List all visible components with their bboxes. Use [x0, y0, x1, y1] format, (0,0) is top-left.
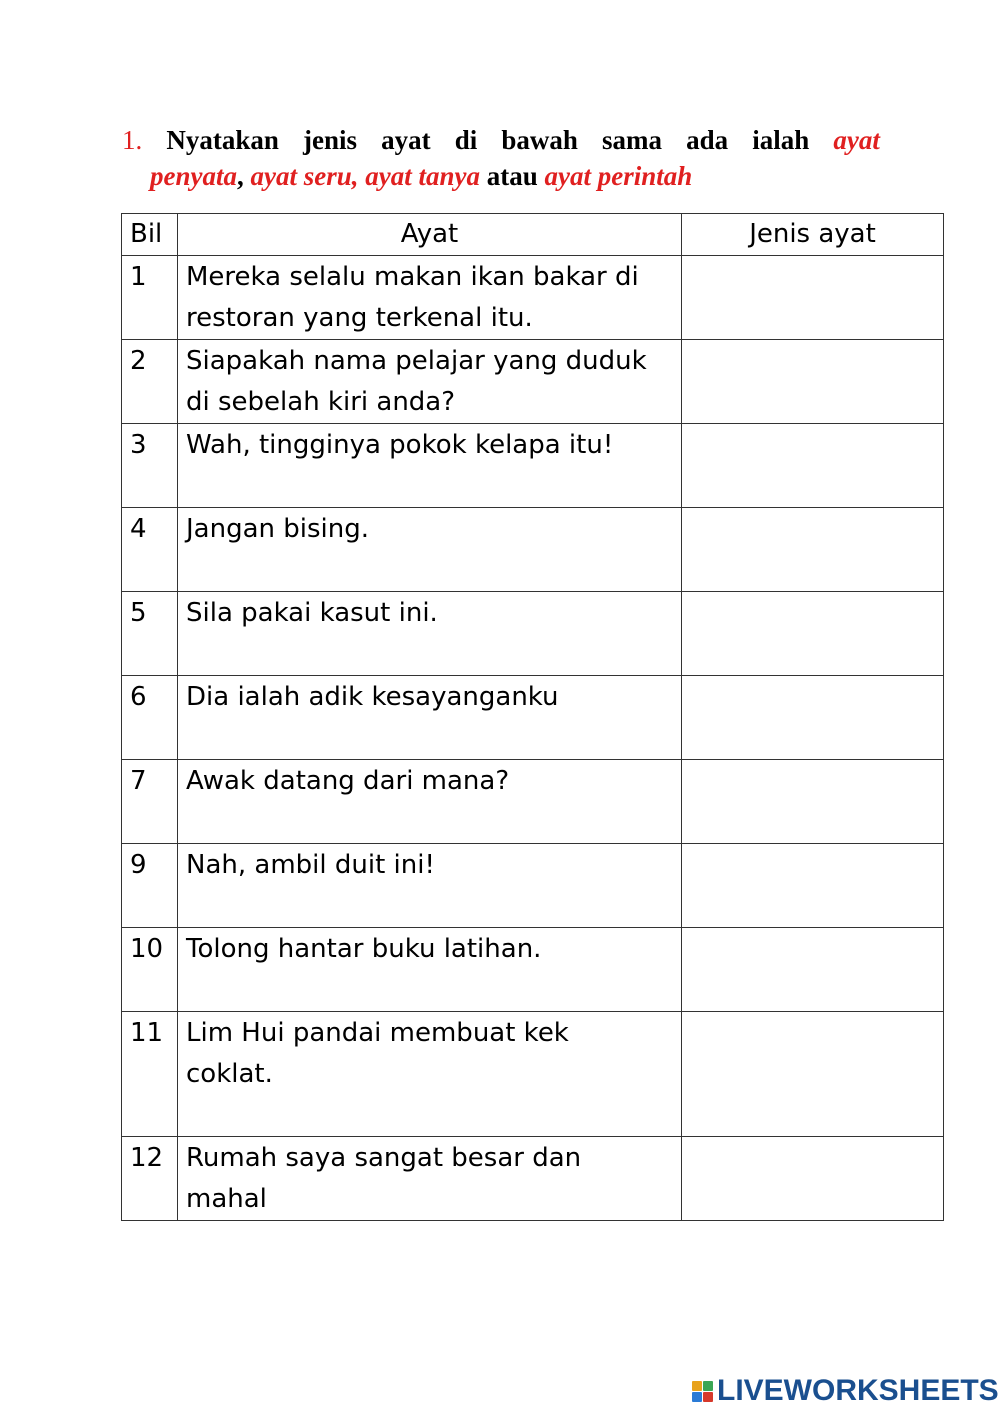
table-row — [122, 760, 944, 844]
row-number: 6 — [122, 676, 178, 760]
prompt-word: bawah — [501, 125, 578, 155]
answer-cell[interactable] — [682, 1012, 944, 1137]
row-sentence — [178, 256, 682, 340]
row-sentence — [178, 424, 682, 508]
row-sentence — [178, 508, 682, 592]
sentence-line: Nah, ambil duit ini! — [186, 850, 435, 880]
prompt-comma: , — [237, 161, 244, 191]
row-number: 11 — [122, 1012, 178, 1137]
sentence-line — [186, 550, 673, 591]
table-row — [122, 424, 944, 508]
row-sentence — [178, 340, 682, 424]
table-row — [122, 676, 944, 760]
sentence-line — [186, 802, 673, 843]
row-sentence — [178, 928, 682, 1012]
answer-cell[interactable] — [682, 256, 944, 340]
answer-cell[interactable] — [682, 340, 944, 424]
sentence-line: Dia ialah adik kesayanganku — [186, 682, 559, 712]
answer-cell[interactable] — [682, 424, 944, 508]
prompt-word: jenis — [303, 125, 357, 155]
sentence-line: Tolong hantar buku latihan. — [186, 934, 542, 964]
prompt-word: ayat — [381, 125, 431, 155]
jenis-ayat-input[interactable] — [690, 263, 935, 291]
header-bil: Bil — [122, 214, 178, 256]
jenis-ayat-input[interactable] — [690, 347, 935, 375]
row-sentence — [178, 676, 682, 760]
sentence-line — [186, 970, 673, 1011]
answer-cell[interactable] — [682, 508, 944, 592]
sentence-line — [186, 634, 673, 675]
prompt-word: ialah — [752, 125, 810, 155]
option-penyata: penyata — [150, 161, 237, 191]
jenis-ayat-input[interactable] — [690, 431, 935, 459]
answer-cell[interactable] — [682, 844, 944, 928]
jenis-ayat-input[interactable] — [690, 1144, 935, 1172]
answer-cell[interactable] — [682, 1137, 944, 1221]
liveworksheets-grid-icon — [692, 1381, 713, 1402]
row-number: 1 — [122, 256, 178, 340]
sentence-line: Lim Hui pandai membuat kek — [186, 1018, 569, 1048]
row-number: 12 — [122, 1137, 178, 1221]
sentence-line: Jangan bising. — [186, 514, 370, 544]
table-row — [122, 256, 944, 340]
option-perintah: ayat perintah — [544, 161, 693, 191]
table-row — [122, 508, 944, 592]
liveworksheets-logo — [692, 1374, 999, 1408]
sentence-line — [186, 718, 673, 759]
answer-cell[interactable] — [682, 760, 944, 844]
sentence-line: Rumah saya sangat besar dan — [186, 1143, 582, 1173]
prompt-word-highlight: ayat — [833, 125, 880, 155]
row-number: 2 — [122, 340, 178, 424]
row-sentence — [178, 1012, 682, 1137]
table-header-row — [122, 214, 944, 256]
worksheet-table — [121, 213, 944, 1221]
row-number: 4 — [122, 508, 178, 592]
sentence-line: Awak datang dari mana? — [186, 766, 510, 796]
answer-cell[interactable] — [682, 676, 944, 760]
jenis-ayat-input[interactable] — [690, 851, 935, 879]
table-row — [122, 592, 944, 676]
answer-cell[interactable] — [682, 928, 944, 1012]
sentence-line — [186, 466, 673, 507]
row-number: 7 — [122, 760, 178, 844]
sentence-line: Sila pakai kasut ini. — [186, 598, 438, 628]
table-row — [122, 340, 944, 424]
jenis-ayat-input[interactable] — [690, 599, 935, 627]
prompt-word: di — [454, 125, 478, 155]
sentence-line: restoran yang terkenal itu. — [186, 303, 533, 333]
sentence-line: coklat. — [186, 1059, 273, 1089]
sentence-line: mahal — [186, 1184, 267, 1214]
table-row — [122, 844, 944, 928]
row-number: 5 — [122, 592, 178, 676]
sentence-line: Siapakah nama pelajar yang duduk — [186, 346, 647, 376]
sentence-line — [186, 886, 673, 927]
question-line-2 — [122, 158, 880, 194]
row-sentence — [178, 760, 682, 844]
jenis-ayat-input[interactable] — [690, 767, 935, 795]
sentence-line — [186, 1095, 673, 1136]
prompt-word: ada — [686, 125, 729, 155]
question-prompt — [122, 122, 880, 194]
jenis-ayat-input[interactable] — [690, 515, 935, 543]
question-line-1 — [122, 122, 880, 158]
answer-cell[interactable] — [682, 592, 944, 676]
logo-text: LIVEWORKSHEETS — [717, 1374, 999, 1407]
table-row — [122, 1012, 944, 1137]
jenis-ayat-input[interactable] — [690, 935, 935, 963]
prompt-word: sama — [602, 125, 662, 155]
row-sentence — [178, 844, 682, 928]
question-number: 1. — [122, 125, 143, 155]
option-seru-tanya: ayat seru, ayat tanya — [250, 161, 480, 191]
sentence-line: Wah, tingginya pokok kelapa itu! — [186, 430, 614, 460]
sentence-line: Mereka selalu makan ikan bakar di — [186, 262, 639, 292]
jenis-ayat-input[interactable] — [690, 683, 935, 711]
sentence-line: di sebelah kiri anda? — [186, 387, 456, 417]
row-sentence — [178, 592, 682, 676]
jenis-ayat-input[interactable] — [690, 1019, 935, 1047]
prompt-word: Nyatakan — [166, 125, 279, 155]
row-sentence — [178, 1137, 682, 1221]
row-number: 9 — [122, 844, 178, 928]
header-ayat: Ayat — [178, 214, 682, 256]
row-number: 10 — [122, 928, 178, 1012]
prompt-atau: atau — [486, 161, 538, 191]
table-row — [122, 928, 944, 1012]
row-number: 3 — [122, 424, 178, 508]
table-row — [122, 1137, 944, 1221]
header-jenis-ayat: Jenis ayat — [682, 214, 944, 256]
